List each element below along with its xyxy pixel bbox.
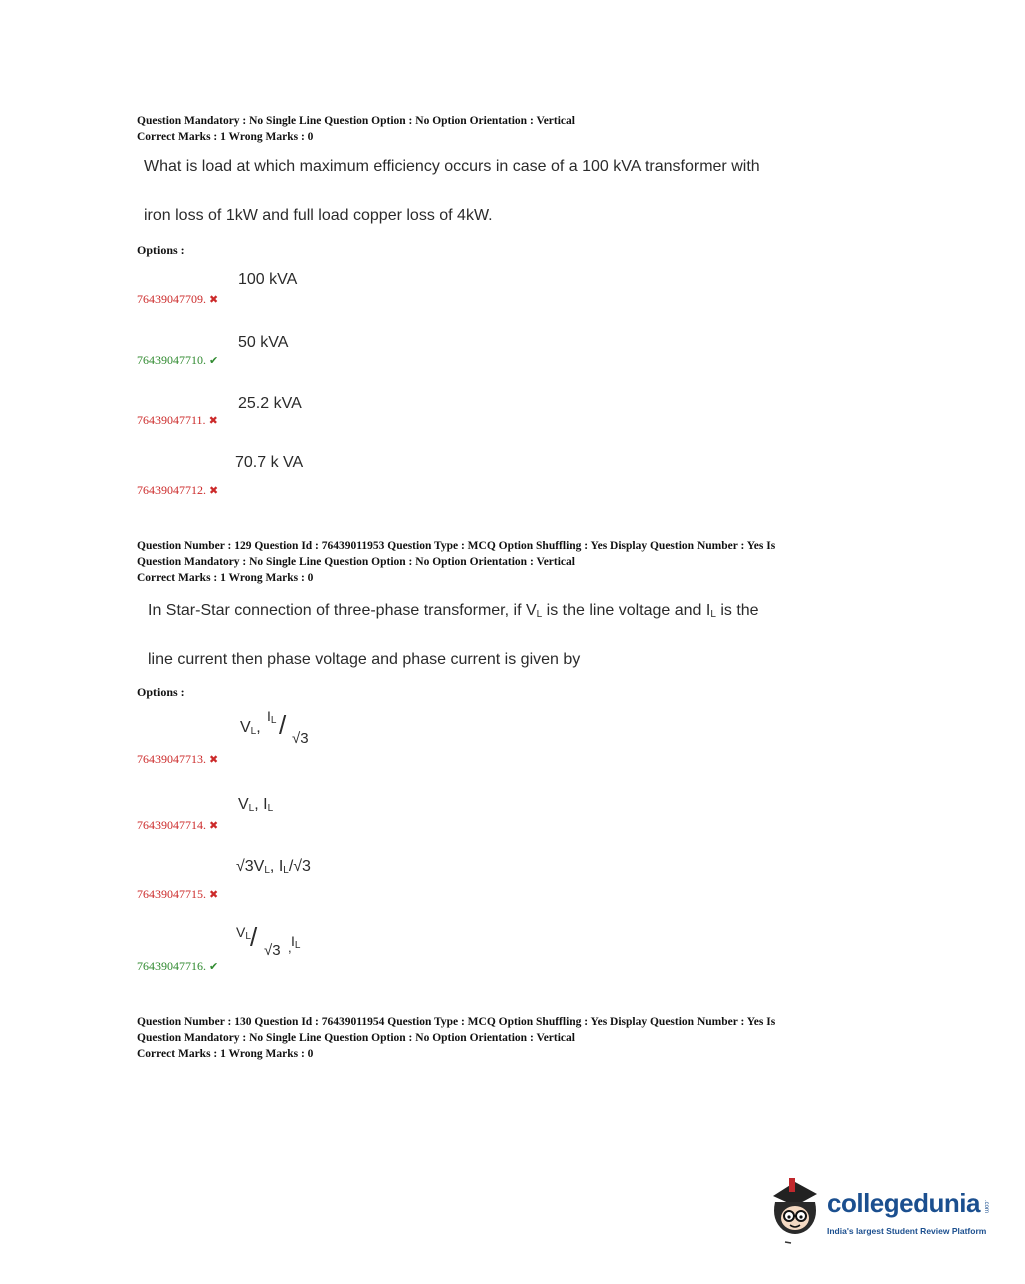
correct-icon: ✔: [209, 961, 219, 973]
meta-line: Question Mandatory : No Single Line Question Option : No Option Orientation : Vertical: [137, 556, 575, 568]
option-text: 50 kVA: [238, 334, 289, 351]
question-text-line: In Star-Star connection of three-phase transformer, if $V_L$ is the line voltage and $I_L$ is the: [148, 602, 759, 620]
question-text-line: What is load at which maximum efficiency occurs in case of a 100 kVA transformer with: [144, 158, 760, 175]
option-formula: $V_L$, $I_L$ / √3: [240, 708, 309, 747]
option-formula: $V_L$ / √3 , $I_L$: [236, 922, 301, 959]
option-formula: $√3V_L$, $I_L/√3$: [236, 858, 311, 876]
wrong-icon: ✖: [209, 485, 219, 497]
option-id: 76439047711. ✖: [137, 413, 218, 427]
mascot-icon: [765, 1176, 825, 1246]
question-text-line: line current then phase voltage and phase current is given by: [148, 651, 581, 668]
correct-icon: ✔: [209, 355, 219, 367]
wrong-icon: ✖: [209, 754, 219, 766]
meta-line: Question Mandatory : No Single Line Question Option : No Option Orientation : Vertical: [137, 1032, 575, 1044]
option-id: 76439047716. ✔: [137, 959, 219, 973]
option-id: 76439047712. ✖: [137, 483, 219, 497]
logo-wordmark: collegedunia: [827, 1188, 980, 1218]
meta-line: Correct Marks : 1 Wrong Marks : 0: [137, 572, 314, 584]
logo-tagline: India's largest Student Review Platform: [827, 1226, 987, 1236]
collegedunia-logo: [765, 1176, 995, 1246]
option-id: 76439047713. ✖: [137, 752, 219, 766]
option-text: 25.2 kVA: [238, 395, 302, 412]
option-id: 76439047714. ✖: [137, 818, 219, 832]
meta-line: Correct Marks : 1 Wrong Marks : 0: [137, 1048, 314, 1060]
option-text: 70.7 k VA: [235, 454, 304, 471]
option-id: 76439047715. ✖: [137, 887, 219, 901]
option-formula: $V_L$, $I_L$: [238, 796, 274, 814]
option-id: 76439047709. ✖: [137, 292, 219, 306]
meta-line: Correct Marks : 1 Wrong Marks : 0: [137, 131, 314, 143]
wrong-icon: ✖: [209, 294, 219, 306]
question-meta: [137, 113, 575, 145]
wrong-icon: ✖: [209, 820, 219, 832]
options-label: Options :: [137, 243, 185, 257]
wrong-icon: ✖: [209, 889, 219, 901]
option-id: 76439047710. ✔: [137, 353, 219, 367]
question-meta: [137, 1014, 775, 1062]
option-text: 100 kVA: [238, 271, 298, 288]
meta-line: Question Number : 129 Question Id : 76439011953 Question Type : MCQ Option Shuffling : Yes Display Question Number : Yes Is: [137, 540, 776, 552]
logo-domain: .com: [983, 1200, 989, 1214]
question-text-line: iron loss of 1kW and full load copper loss of 4kW.: [144, 207, 493, 224]
options-label: Options :: [137, 685, 185, 699]
wrong-icon: ✖: [208, 415, 218, 427]
meta-line: Question Mandatory : No Single Line Question Option : No Option Orientation : Vertical: [137, 115, 575, 127]
question-meta: [137, 538, 775, 586]
meta-line: Question Number : 130 Question Id : 76439011954 Question Type : MCQ Option Shuffling : Yes Display Question Number : Yes Is: [137, 1016, 776, 1028]
